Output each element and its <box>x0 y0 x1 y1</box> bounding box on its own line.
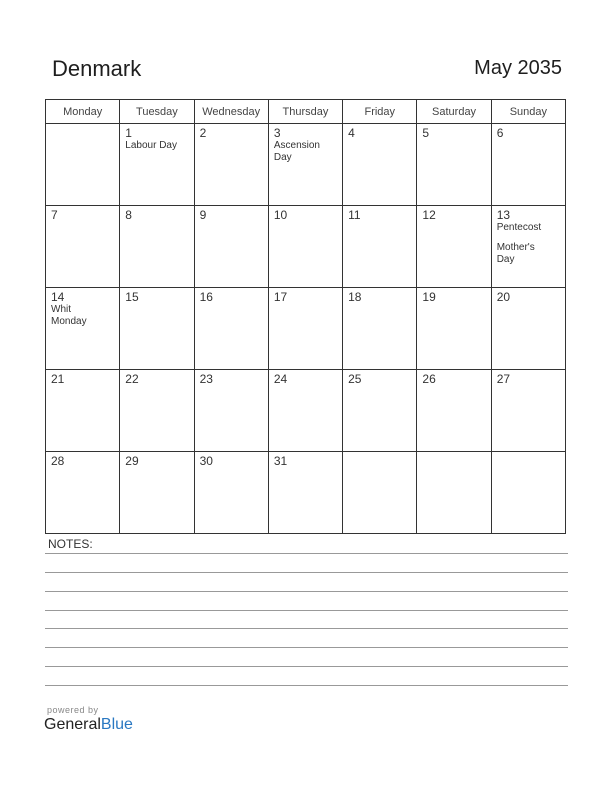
day-cell <box>46 370 120 452</box>
powered-by-text: powered by <box>47 705 99 715</box>
week-row <box>46 124 566 206</box>
day-cell <box>491 124 565 206</box>
day-number: 26 <box>422 372 436 386</box>
day-number: 12 <box>422 208 436 222</box>
notes-line <box>45 591 568 592</box>
day-cell <box>120 124 194 206</box>
holiday-label: Whit Monday <box>51 304 87 327</box>
notes-line <box>45 572 568 573</box>
notes-line <box>45 553 568 554</box>
day-cell <box>194 288 268 370</box>
day-cell <box>491 206 565 288</box>
day-cell <box>343 206 417 288</box>
day-cell <box>417 124 491 206</box>
empty-day-cell <box>343 452 417 534</box>
notes-line <box>45 610 568 611</box>
day-cell <box>491 288 565 370</box>
weekday-sunday: Sunday <box>491 100 565 124</box>
day-number: 31 <box>273 454 288 468</box>
day-number: 23 <box>199 372 213 386</box>
day-number: 17 <box>273 290 288 304</box>
day-number: 25 <box>348 372 362 386</box>
notes-line <box>45 666 568 667</box>
brand-name <box>44 716 133 734</box>
day-cell <box>120 288 194 370</box>
day-number: 15 <box>125 290 139 304</box>
day-cell <box>268 206 342 288</box>
day-number: 9 <box>199 208 207 222</box>
weekday-tuesday: Tuesday <box>120 100 194 124</box>
holiday-label: Labour Day <box>125 140 177 151</box>
day-number: 4 <box>348 126 355 140</box>
holiday-label: Ascension Day <box>273 140 320 163</box>
day-number: 10 <box>273 208 288 222</box>
day-number: 6 <box>496 126 504 140</box>
day-cell <box>194 206 268 288</box>
day-cell <box>120 370 194 452</box>
month-year-title: May 2035 <box>474 57 562 79</box>
day-cell <box>417 288 491 370</box>
day-cell <box>268 124 342 206</box>
day-number: 18 <box>348 290 362 304</box>
day-number: 8 <box>125 208 132 222</box>
day-number: 13 <box>496 208 511 222</box>
empty-day-cell <box>46 124 120 206</box>
day-cell <box>46 206 120 288</box>
week-row <box>46 288 566 370</box>
day-cell <box>268 452 342 534</box>
day-cell <box>194 452 268 534</box>
day-number: 3 <box>273 126 281 140</box>
day-number: 5 <box>422 126 430 140</box>
week-row <box>46 452 566 534</box>
day-cell <box>194 370 268 452</box>
day-number: 7 <box>51 208 58 222</box>
week-row <box>46 206 566 288</box>
day-cell <box>268 370 342 452</box>
day-cell <box>417 370 491 452</box>
empty-day-cell <box>417 452 491 534</box>
day-cell <box>343 288 417 370</box>
day-cell <box>491 370 565 452</box>
week-row <box>46 370 566 452</box>
day-cell <box>417 206 491 288</box>
weekday-monday: Monday <box>46 100 120 124</box>
notes-line <box>45 628 568 629</box>
day-cell <box>343 124 417 206</box>
day-number: 29 <box>125 454 139 468</box>
calendar-grid <box>45 99 566 534</box>
day-number: 2 <box>199 126 207 140</box>
day-cell <box>194 124 268 206</box>
weekday-header-row <box>46 100 566 124</box>
day-number: 20 <box>496 290 511 304</box>
brand-name-general: General <box>44 716 101 733</box>
country-title: Denmark <box>52 56 142 81</box>
day-cell <box>343 370 417 452</box>
weekday-saturday: Saturday <box>417 100 491 124</box>
day-number: 19 <box>422 290 436 304</box>
day-number: 14 <box>51 290 65 304</box>
holiday-label: Pentecost <box>496 222 542 233</box>
weekday-friday: Friday <box>343 100 417 124</box>
day-number: 28 <box>51 454 65 468</box>
day-cell <box>268 288 342 370</box>
day-number: 22 <box>125 372 139 386</box>
brand-name-blue: Blue <box>100 716 133 733</box>
day-number: 21 <box>51 372 65 386</box>
day-number: 24 <box>273 372 288 386</box>
empty-day-cell <box>491 452 565 534</box>
calendar-body <box>46 124 566 534</box>
notes-label: NOTES: <box>48 537 93 551</box>
day-number: 30 <box>199 454 213 468</box>
day-number: 1 <box>125 126 132 140</box>
day-cell <box>120 206 194 288</box>
brand-logo <box>44 705 133 734</box>
day-number: 11 <box>348 208 361 222</box>
day-cell <box>46 452 120 534</box>
day-number: 16 <box>199 290 213 304</box>
notes-line <box>45 685 568 686</box>
day-cell <box>120 452 194 534</box>
day-number: 27 <box>496 372 511 386</box>
day-cell <box>46 288 120 370</box>
weekday-thursday: Thursday <box>268 100 342 124</box>
notes-line <box>45 647 568 648</box>
weekday-wednesday: Wednesday <box>194 100 268 124</box>
holiday-label: Mother's Day <box>496 242 535 265</box>
